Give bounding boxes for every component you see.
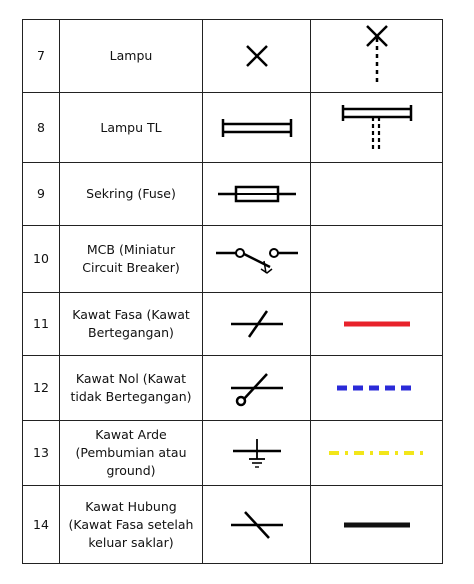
row-number: 10 — [23, 226, 60, 293]
switch-wire-symbol-icon — [203, 486, 311, 564]
red-line-icon — [311, 293, 443, 356]
empty-cell — [311, 163, 443, 226]
table-row — [23, 163, 443, 226]
empty-cell — [311, 226, 443, 293]
table-row — [23, 486, 443, 564]
neutral-wire-symbol-icon — [203, 356, 311, 421]
row-name: Lampu TL — [60, 93, 203, 163]
row-name: Kawat Fasa (Kawat Bertegangan) — [60, 293, 203, 356]
table-row — [23, 421, 443, 486]
row-number: 9 — [23, 163, 60, 226]
table-row — [23, 356, 443, 421]
row-number: 13 — [23, 421, 60, 486]
row-name: MCB (Miniatur Circuit Breaker) — [60, 226, 203, 293]
row-name: Kawat Arde (Pembumian atau ground) — [60, 421, 203, 486]
row-name: Lampu — [60, 20, 203, 93]
ground-wire-symbol-icon — [203, 421, 311, 486]
fluorescent-lamp-wall-symbol-icon — [311, 93, 443, 163]
fluorescent-lamp-symbol-icon — [203, 93, 311, 163]
table-row — [23, 226, 443, 293]
lamp-symbol-icon — [203, 20, 311, 93]
phase-wire-symbol-icon — [203, 293, 311, 356]
table-row — [23, 293, 443, 356]
row-number: 11 — [23, 293, 60, 356]
table-row — [23, 20, 443, 93]
blue-dashed-line-icon — [311, 356, 443, 421]
yellow-dash-dot-line-icon — [311, 421, 443, 486]
row-name: Sekring (Fuse) — [60, 163, 203, 226]
row-name: Kawat Hubung (Kawat Fasa setelah keluar saklar) — [60, 486, 203, 564]
black-line-icon — [311, 486, 443, 564]
mcb-symbol-icon — [203, 226, 311, 293]
row-name: Kawat Nol (Kawat tidak Bertegangan) — [60, 356, 203, 421]
row-number: 12 — [23, 356, 60, 421]
row-number: 8 — [23, 93, 60, 163]
lamp-wall-symbol-icon — [311, 20, 443, 93]
symbol-table — [22, 19, 443, 564]
row-number: 14 — [23, 486, 60, 564]
row-number: 7 — [23, 20, 60, 93]
table-row — [23, 93, 443, 163]
fuse-symbol-icon — [203, 163, 311, 226]
